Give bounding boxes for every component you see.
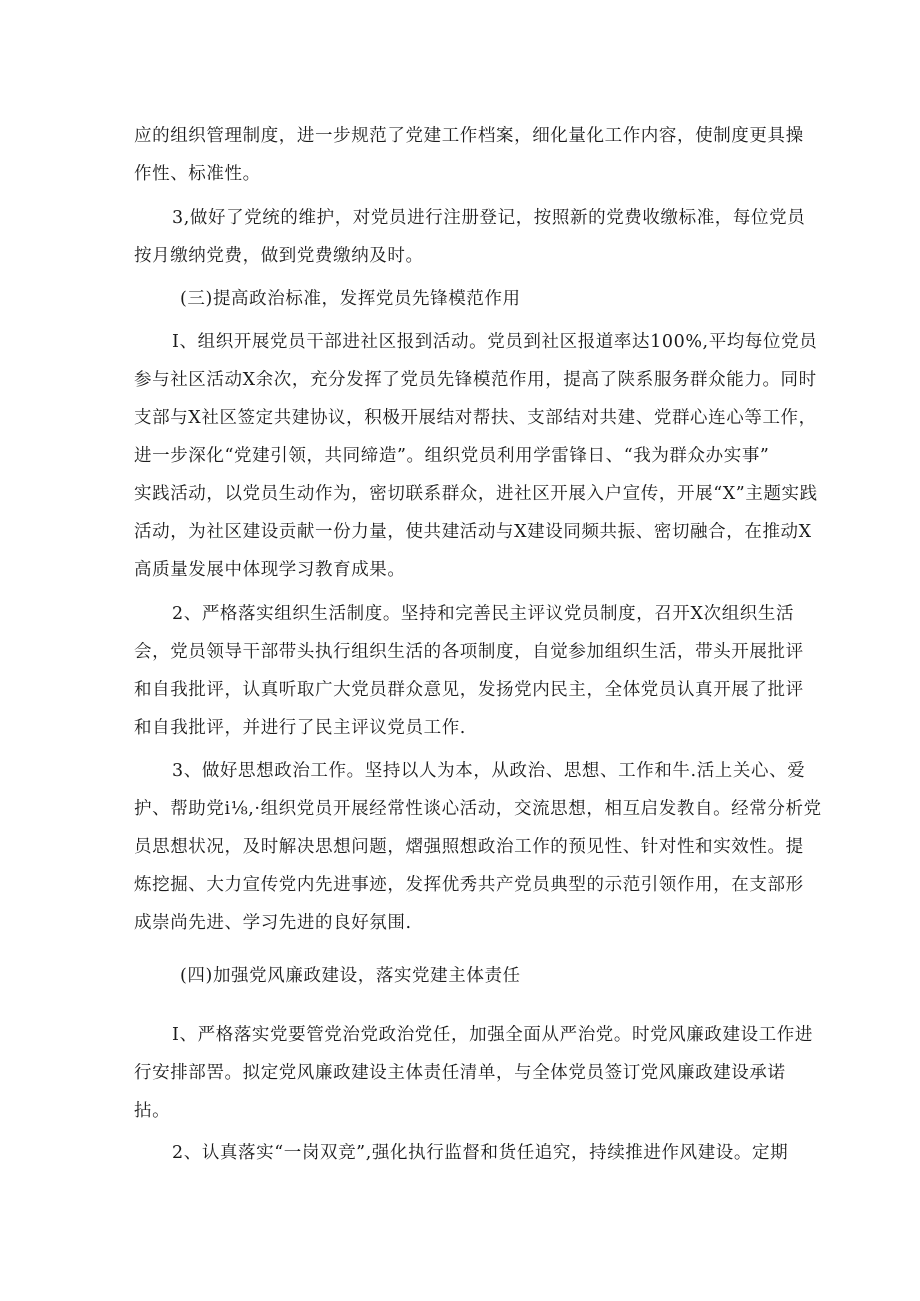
text-line: 参与社区活动X余次，充分发挥了党员先锋模范作用，提高了陕系服务群众能力。同时 bbox=[134, 370, 817, 390]
text-line: 炼挖掘、大力宣传党内先进事迹，发挥优秀共产党员典型的示范引领作用，在支部形 bbox=[134, 875, 804, 895]
text-line: 3,做好了党统的维护，对党员进行注册登记，按照新的党费收缴标准，每位党员 bbox=[172, 208, 806, 228]
text-line: I、严格落实党要管党治党政治党任，加强全面从严治党。时党风廉政建设工作进 bbox=[172, 1025, 814, 1045]
text-line: 员思想状况，及时解决思想问题，熠强照想政治工作的预见性、针对性和实效性。提 bbox=[134, 837, 804, 857]
text-line: 拈。 bbox=[134, 1101, 171, 1121]
section-heading: (四)加强党风廉政建设，落实党建主体责任 bbox=[180, 966, 521, 986]
text-line: 成崇尚先进、学习先进的良好氛围. bbox=[134, 913, 412, 933]
text-line: 3、做好思想政治工作。坚持以人为本，从政治、思想、工作和牛.活上关心、爱 bbox=[172, 761, 806, 781]
text-line: 高质量发展中体现学习教育成果。 bbox=[134, 560, 406, 580]
text-line: 行安排部罟。拟定党风廉政建设主体责任清单，与全体党员签订党风廉政建设承诺 bbox=[134, 1063, 786, 1083]
text-line: 和自我批评，认真听取广大党员群众意见，发扬党内民主，全体党员认真开展了批评 bbox=[134, 680, 804, 700]
text-line: 和自我批评，并进行了民主评议党员工作. bbox=[134, 718, 466, 738]
text-line: 会，党员领导干部带头执行组织生活的各项制度，自觉参加组织生活，带头开展批评 bbox=[134, 642, 804, 662]
text-line: 2、认真落实“一岗双竞”,强化执行监督和货任追究，持续推进作风建设。定期 bbox=[172, 1143, 789, 1163]
text-line: 护、帮助党i⅛,·组织党员开展经常性谈心活动，交流思想，相互启发教自。经常分析党 bbox=[134, 799, 822, 819]
text-line: 作性、标准性。 bbox=[134, 164, 261, 184]
text-line: 实践活动，以党员生动作为，密切联系群众，进社区开展入户宣传，开展“X”主题实践 bbox=[134, 484, 818, 504]
text-line: 活动，为社区建设贡献一份力量，使共建活动与X建设同频共振、密切融合，在推动X bbox=[134, 522, 812, 542]
text-line: 应的组织管理制度，进一步规范了党建工作档案，细化量化工作内容，使制度更具操 bbox=[134, 126, 804, 146]
text-line: 2、严格落实组织生活制度。坚持和完善民主评议党员制度，召开X次组织生活 bbox=[172, 604, 795, 624]
text-line: 按月缴纳党费，做到党费缴纳及时。 bbox=[134, 246, 424, 266]
text-line: 支部与X社区签定共建协议，积极开展结对帮扶、支部结对共建、党群心连心等工作， bbox=[134, 408, 817, 428]
section-heading: (三)提高政治标准，发挥党员先锋模范作用 bbox=[180, 289, 521, 309]
text-line: 进一步深化“党建引领，共同缔造”。组织党员利用学雷锋日、“我为群众办实事” bbox=[134, 446, 770, 466]
text-line: I、组织开展党员干部进社区报到活动。党员到社区报道率达100%,平均每位党员 bbox=[172, 332, 818, 352]
